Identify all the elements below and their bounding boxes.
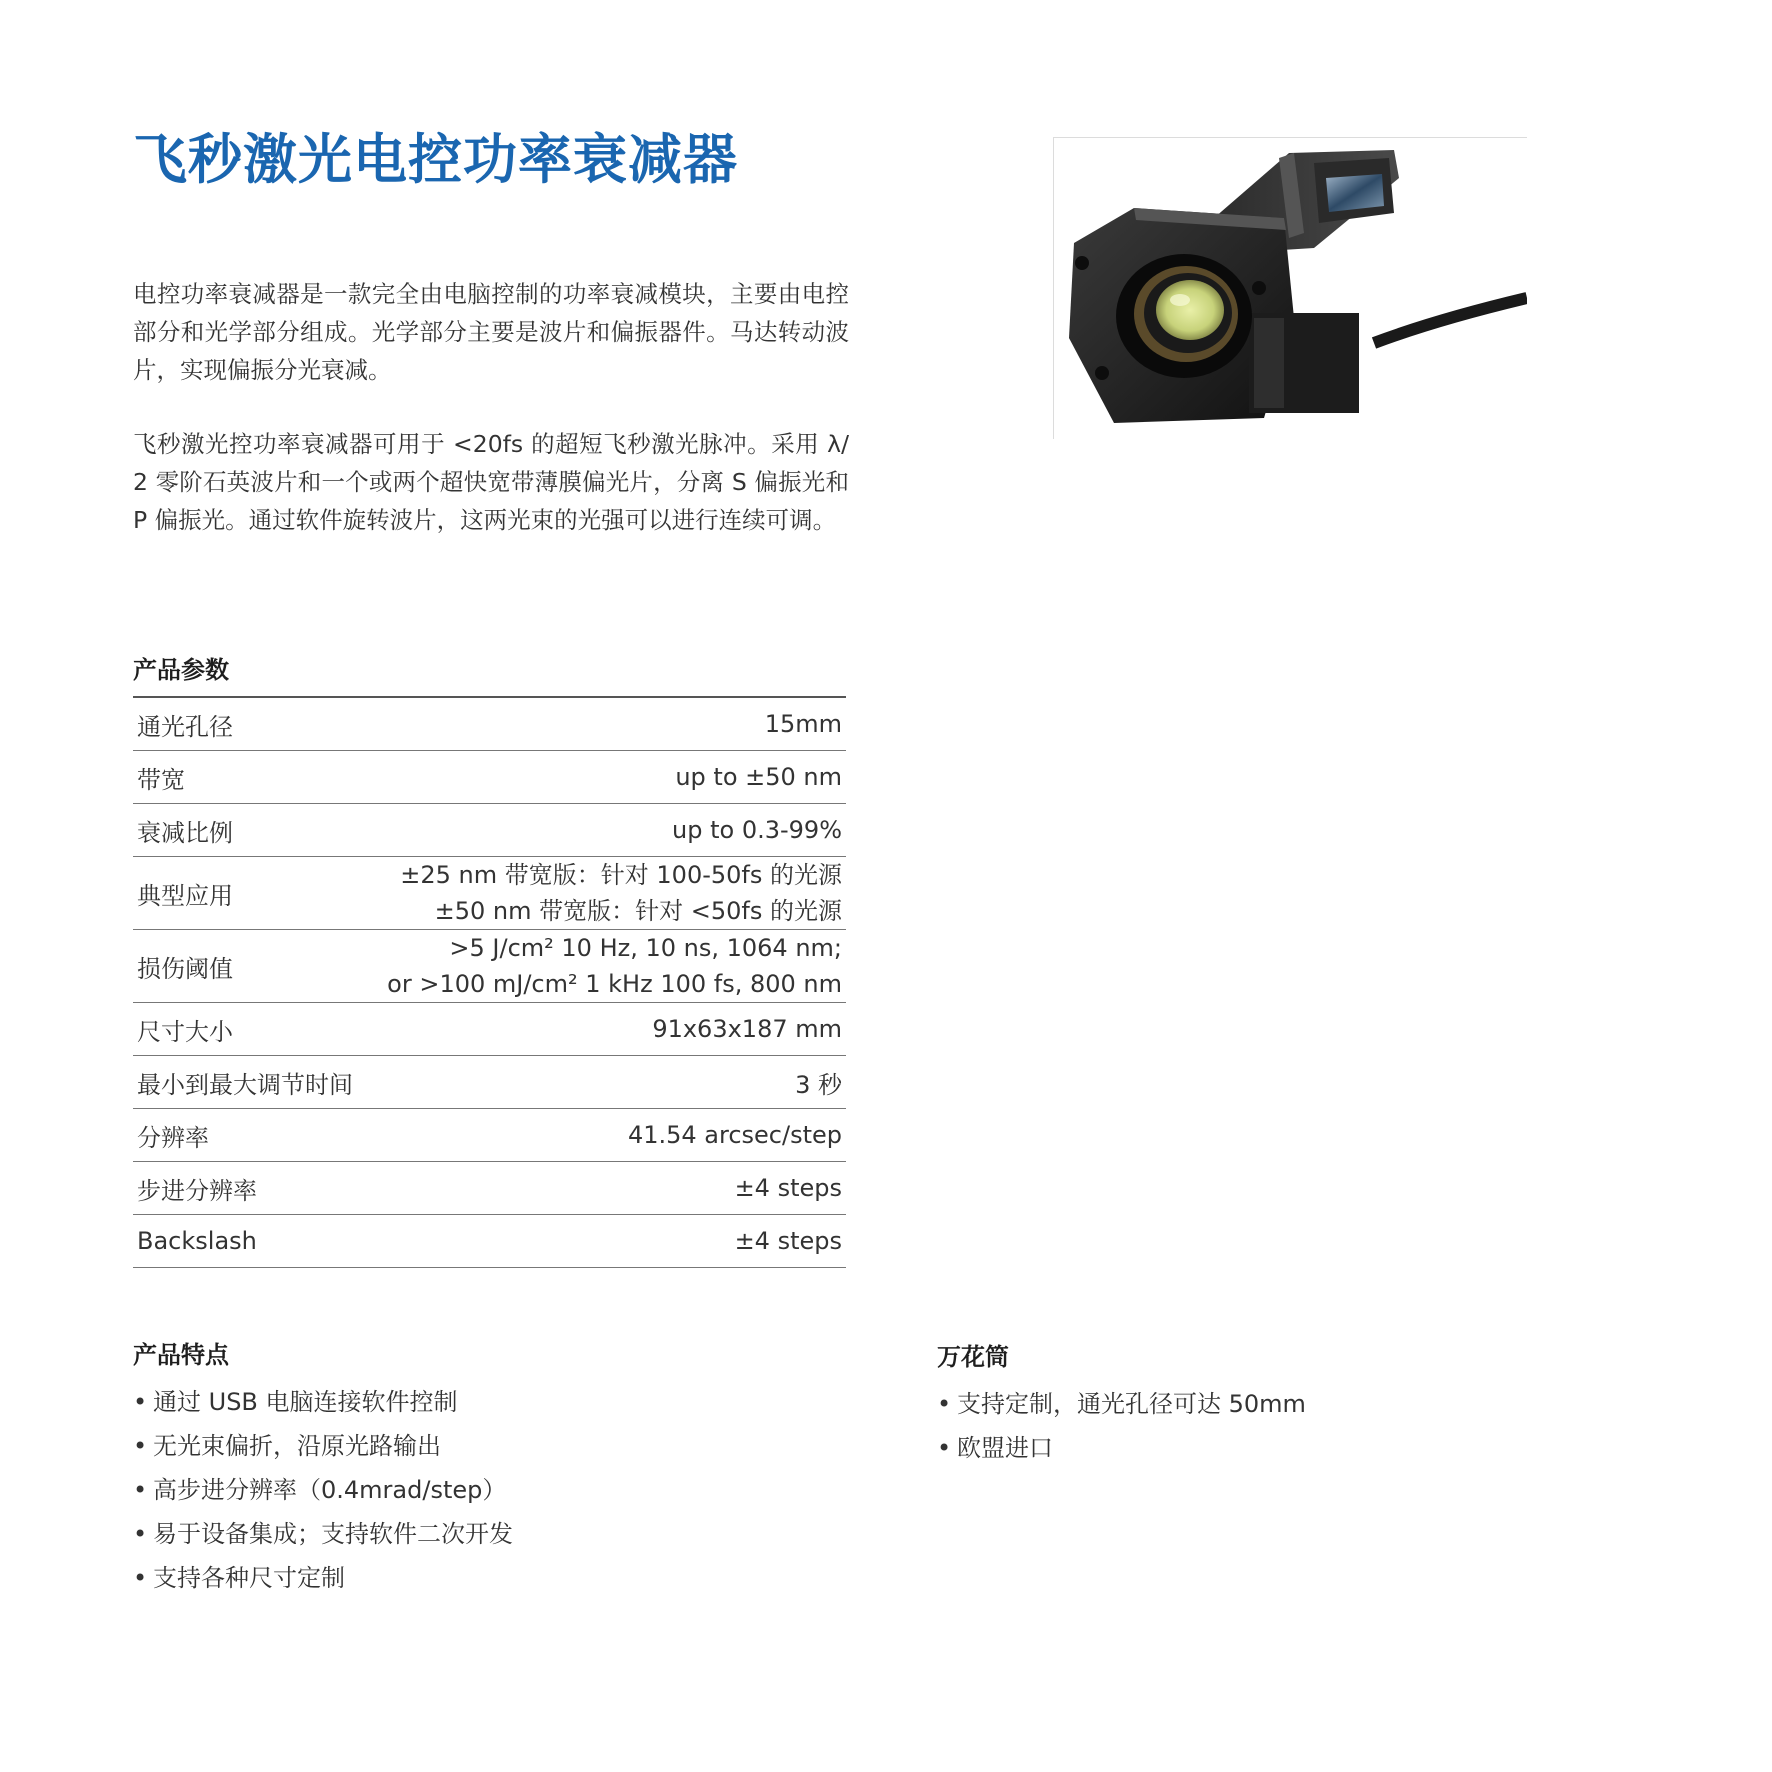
bullet-icon: • — [133, 1388, 148, 1416]
spec-label: 通光孔径 — [133, 697, 366, 751]
bullet-icon: • — [937, 1390, 952, 1418]
intro-section — [133, 275, 849, 575]
table-row — [133, 1109, 846, 1162]
intro-paragraph-1: 电控功率衰减器是一款完全由电脑控制的功率衰减模块，主要由电控部分和光学部分组成。光学部分主要是波片和偏振器件。马达转动波片，实现偏振分光衰减。 — [133, 280, 849, 384]
spec-value: up to 0.3-99% — [366, 804, 846, 857]
product-photo — [1053, 137, 1527, 439]
table-row — [133, 804, 846, 857]
specs-heading: 产品参数 — [133, 656, 229, 684]
spec-label: 尺寸大小 — [133, 1003, 366, 1056]
intro-paragraph-2: 飞秒激光控功率衰减器可用于 <20fs 的超短飞秒激光脉冲。采用 λ/ 2 零阶石英波片和一个或两个超快宽带薄膜偏光片，分离 S 偏振光和 P 偏振光。通过软件旋转波片，这两光束的光强可以进行连续可调。 — [133, 430, 849, 534]
feature-text: 通过 USB 电脑连接软件控制 — [153, 1388, 458, 1416]
list-item — [133, 1512, 513, 1556]
bullet-icon: • — [133, 1564, 148, 1592]
spec-value-line: >5 J/cm² 10 Hz, 10 ns, 1064 nm; — [449, 934, 842, 962]
spec-label: 损伤阈值 — [133, 930, 366, 1003]
kaleidoscope-text: 支持定制，通光孔径可达 50mm — [957, 1390, 1306, 1418]
spec-value: 15mm — [366, 697, 846, 751]
list-item — [937, 1426, 1306, 1470]
spec-label: Backslash — [133, 1215, 366, 1268]
spec-value: 3 秒 — [366, 1056, 846, 1109]
spec-value-line: ±25 nm 带宽版：针对 100-50fs 的光源 — [400, 861, 842, 889]
spec-value: ±4 steps — [366, 1215, 846, 1268]
table-row — [133, 1215, 846, 1268]
spec-label: 分辨率 — [133, 1109, 366, 1162]
spec-value: up to ±50 nm — [366, 751, 846, 804]
table-row — [133, 930, 846, 1003]
bullet-icon: • — [133, 1432, 148, 1460]
table-row — [133, 751, 846, 804]
table-row — [133, 1162, 846, 1215]
spec-label: 衰减比例 — [133, 804, 366, 857]
spec-table — [133, 696, 846, 1268]
spec-label: 带宽 — [133, 751, 366, 804]
table-row — [133, 857, 846, 930]
bullet-icon: • — [133, 1520, 148, 1548]
list-item — [937, 1382, 1306, 1426]
spec-label: 典型应用 — [133, 857, 366, 930]
bullet-icon: • — [133, 1476, 148, 1504]
bullet-icon: • — [937, 1434, 952, 1462]
spec-value: ±4 steps — [366, 1162, 846, 1215]
list-item — [133, 1424, 513, 1468]
spec-value — [366, 930, 846, 1003]
kaleidoscope-text: 欧盟进口 — [957, 1434, 1053, 1462]
table-row — [133, 1056, 846, 1109]
list-item — [133, 1468, 513, 1512]
table-row — [133, 697, 846, 751]
spec-value: 41.54 arcsec/step — [366, 1109, 846, 1162]
feature-text: 高步进分辨率（0.4mrad/step） — [153, 1476, 507, 1504]
page-title: 飞秒激光电控功率衰减器 — [133, 128, 738, 191]
feature-text: 无光束偏折，沿原光路输出 — [153, 1432, 441, 1460]
features-heading: 产品特点 — [133, 1341, 229, 1369]
list-item — [133, 1556, 513, 1600]
spec-value — [366, 857, 846, 930]
list-item — [133, 1380, 513, 1424]
feature-text: 易于设备集成；支持软件二次开发 — [153, 1520, 513, 1548]
spec-label: 步进分辨率 — [133, 1162, 366, 1215]
spec-value-line: or >100 mJ/cm² 1 kHz 100 fs, 800 nm — [387, 970, 842, 998]
kaleidoscope-heading: 万花筒 — [937, 1343, 1009, 1371]
spec-label: 最小到最大调节时间 — [133, 1056, 366, 1109]
table-row — [133, 1003, 846, 1056]
kaleidoscope-list — [937, 1382, 1306, 1470]
spec-value: 91x63x187 mm — [366, 1003, 846, 1056]
features-list — [133, 1380, 513, 1600]
spec-value-line: ±50 nm 带宽版：针对 <50fs 的光源 — [434, 897, 842, 925]
feature-text: 支持各种尺寸定制 — [153, 1564, 345, 1592]
